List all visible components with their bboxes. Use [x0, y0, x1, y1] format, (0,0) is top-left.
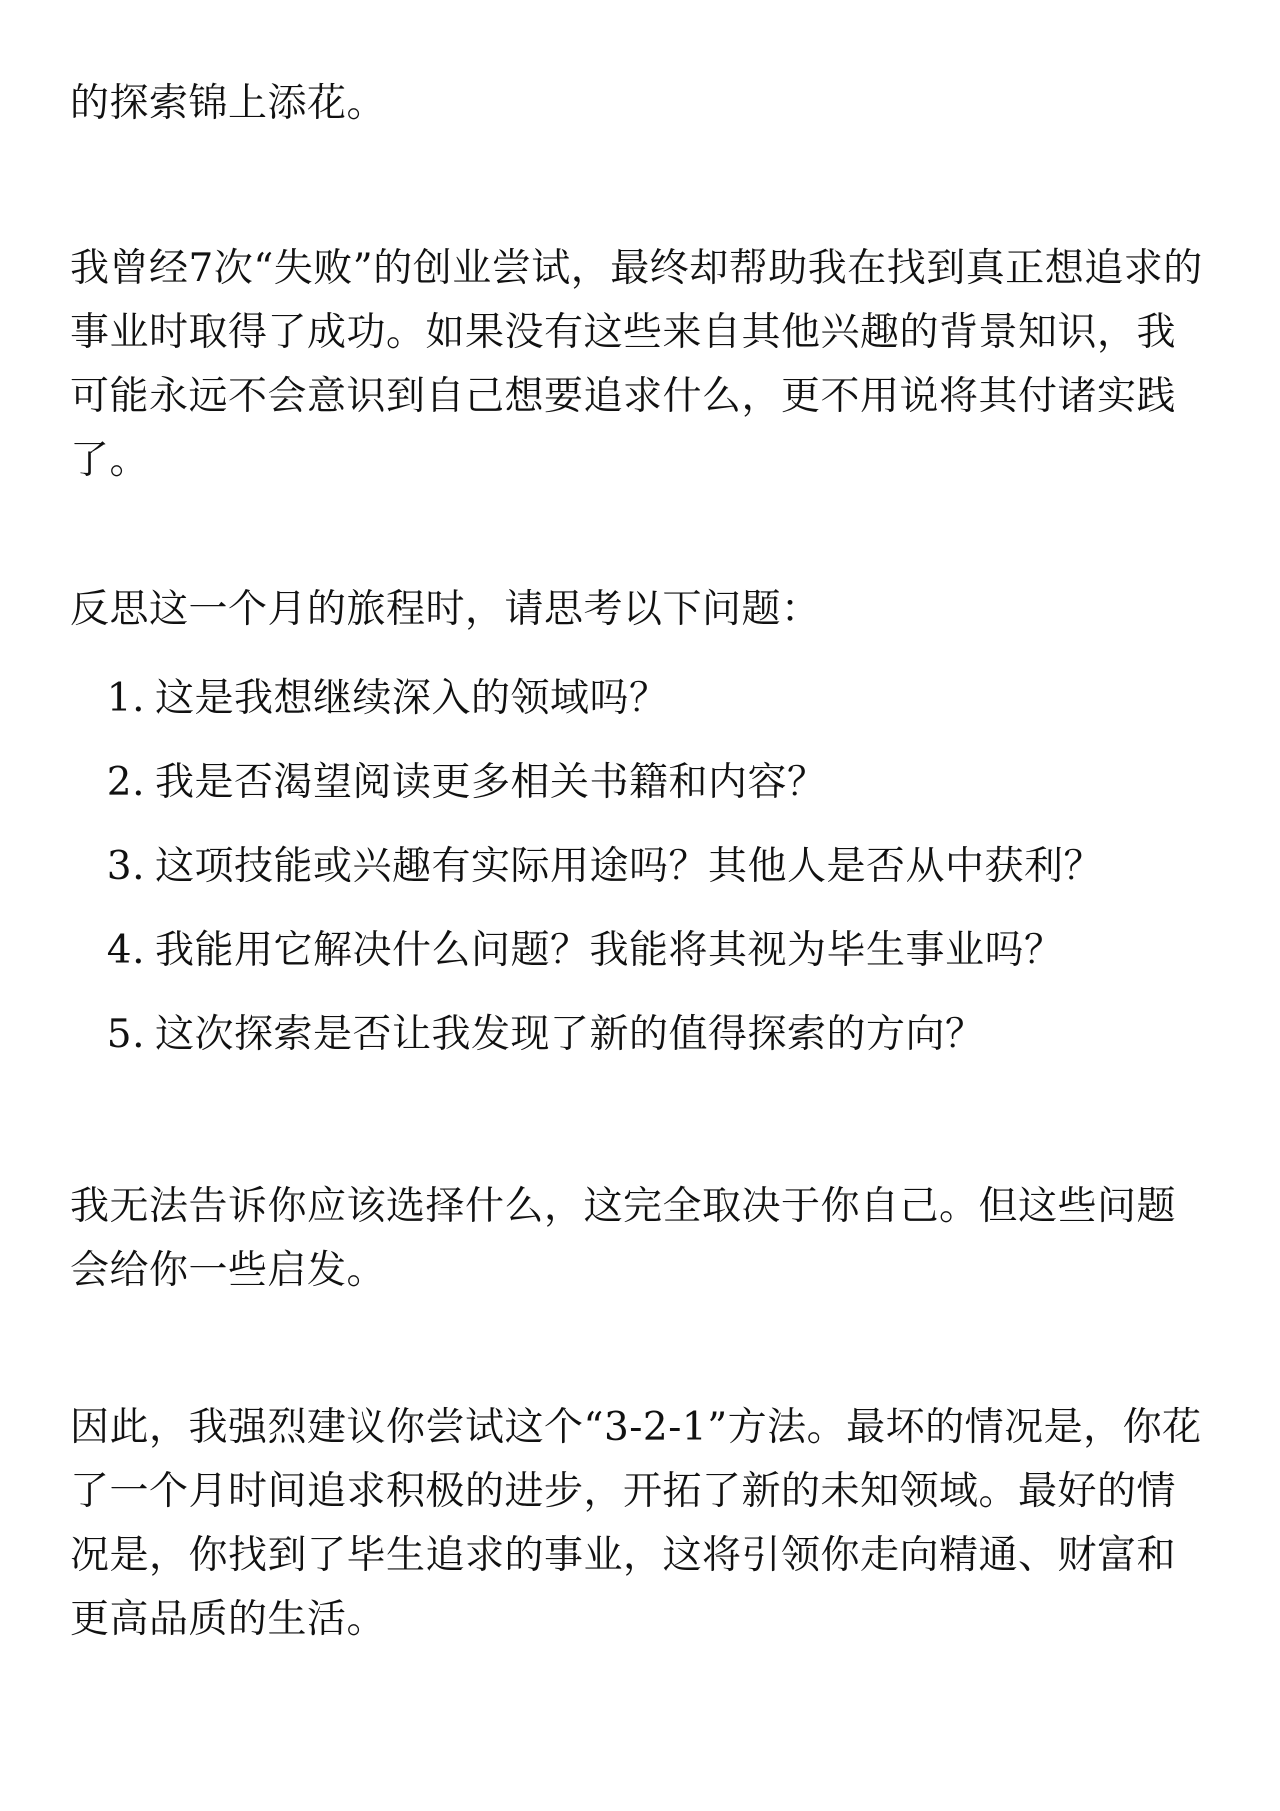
paragraph-recommendation: 因此，我强烈建议你尝试这个“3-2-1”方法。最坏的情况是，你花了一个月时间追求积极的进步，开拓了新的未知领域。最好的情况是，你找到了毕生追求的事业，这将引领你走向精通、财富和更高品质的生活。	[70, 1405, 1202, 1642]
list-item-text: 我能用它解决什么问题？我能将其视为毕生事业吗？	[155, 928, 1064, 973]
paragraph-startup-failures: 我曾经7次“失败”的创业尝试，最终却帮助我在找到真正想追求的事业时取得了成功。如果没有这些来自其他兴趣的背景知识，我可能永远不会意识到自己想要追求什么，更不用说将其付诸实践了。	[70, 246, 1203, 483]
paragraph-reflection-intro: 反思这一个月的旅程时，请思考以下问题：	[70, 587, 821, 632]
list-item	[70, 667, 1215, 731]
list-item-text: 我是否渴望阅读更多相关书籍和内容？	[155, 760, 827, 805]
list-item	[70, 1003, 1215, 1067]
list-item-text: 这是我想继续深入的领域吗？	[155, 676, 669, 721]
list-item-text: 这次探索是否让我发现了新的值得探索的方向？	[155, 1012, 985, 1057]
list-item	[70, 751, 1215, 815]
list-item	[70, 919, 1215, 983]
list-item-number: 2.	[106, 760, 145, 805]
list-item-number: 3.	[106, 844, 145, 889]
list-item-number: 4.	[106, 928, 145, 973]
paragraph-choice: 我无法告诉你应该选择什么，这完全取决于你自己。但这些问题会给你一些启发。	[70, 1184, 1177, 1293]
list-item-number: 5.	[106, 1012, 145, 1057]
list-item	[70, 835, 1215, 899]
paragraph-continuation: 的探索锦上添花。	[70, 81, 387, 126]
list-item-number: 1.	[106, 676, 145, 721]
list-item-text: 这项技能或兴趣有实际用途吗？其他人是否从中获利？	[155, 844, 1104, 889]
